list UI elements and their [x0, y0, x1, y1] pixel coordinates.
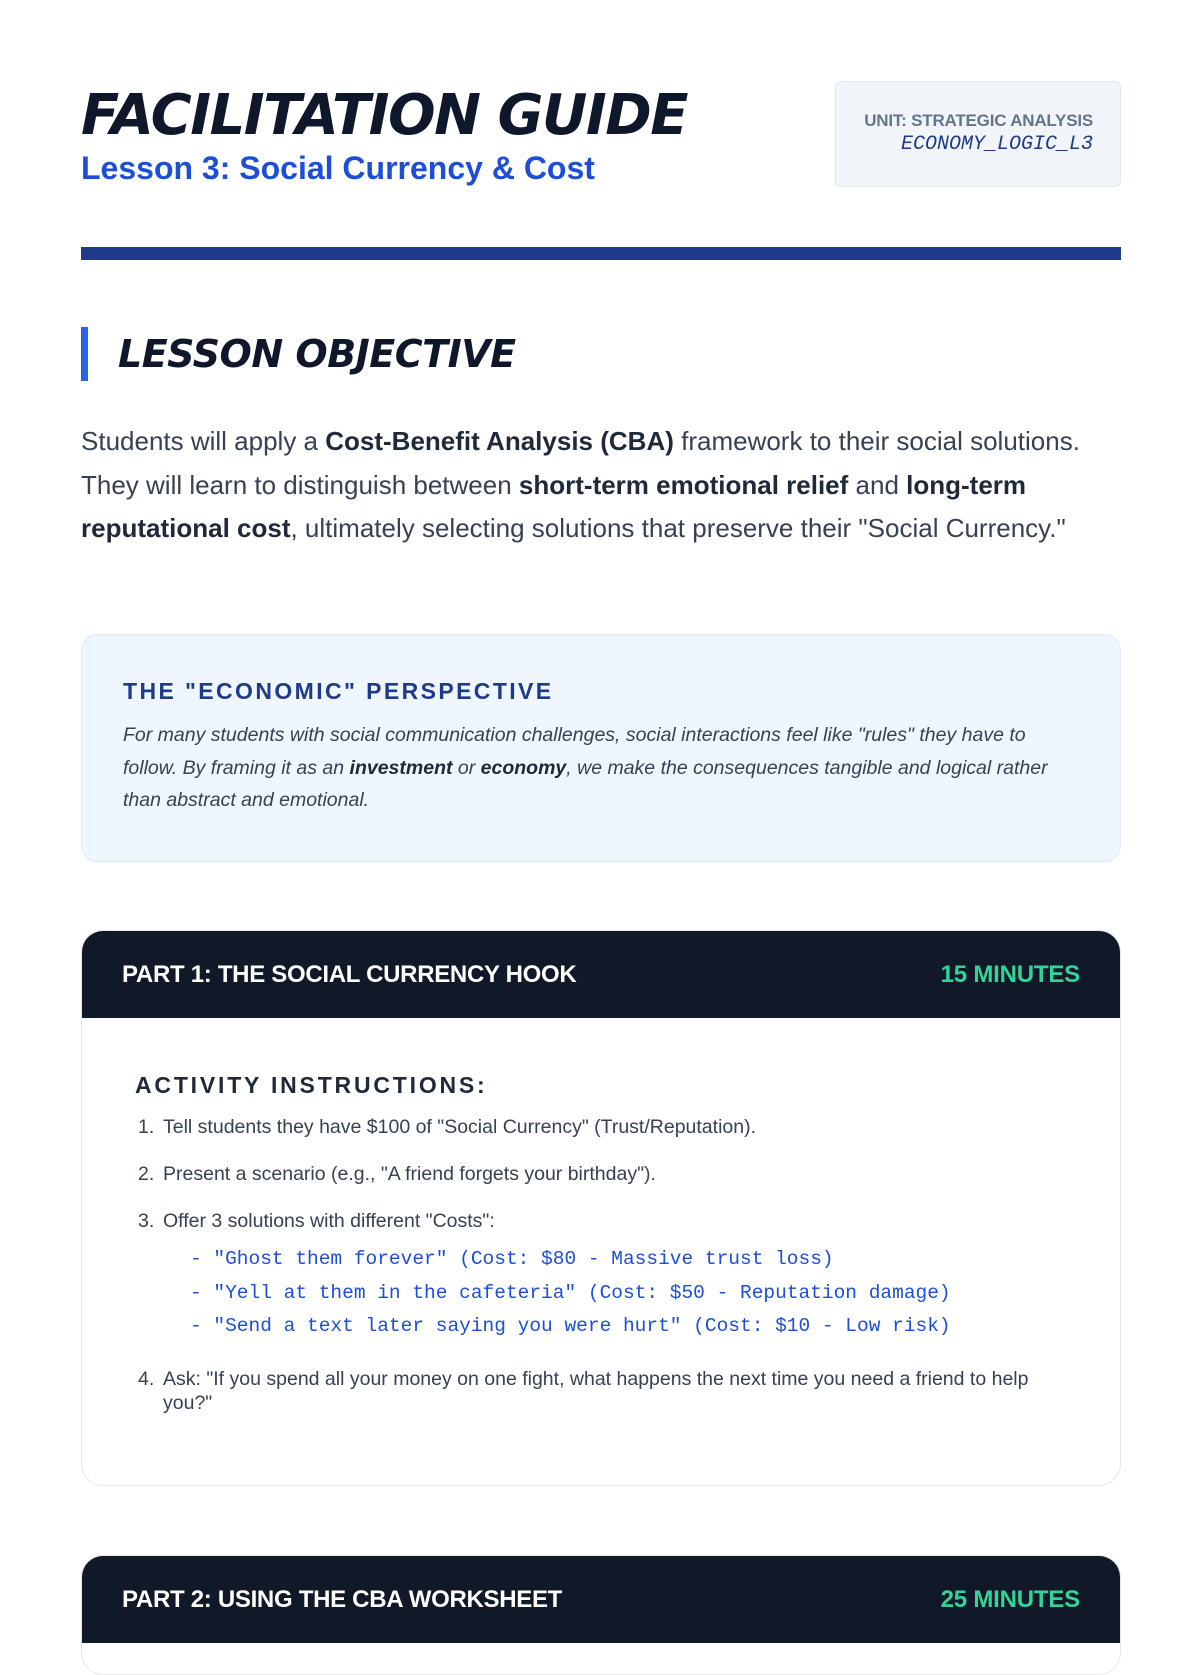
- objective-heading: [81, 327, 516, 381]
- cost-options-list: [163, 1243, 1080, 1344]
- part-2-duration: 25 MINUTES: [940, 1585, 1080, 1613]
- guide-header: [81, 80, 1121, 190]
- objective-text-segment: framework to their social solutions. They will learn to distinguish between: [81, 426, 1080, 500]
- objective-text-segment: Students will apply a: [81, 426, 326, 456]
- part-1-title: PART 1: THE SOCIAL CURRENCY HOOK: [122, 960, 577, 988]
- callout-text: [123, 719, 1080, 817]
- step-text: Ask: "If you spend all your money on one fight, what happens the next time you need a friend to help you?": [163, 1367, 1029, 1414]
- activity-instructions-heading: ACTIVITY INSTRUCTIONS:: [135, 1072, 488, 1098]
- part-1-body: [82, 1018, 1120, 1415]
- part-1-header: [82, 931, 1120, 1018]
- objective-emphasis-relief: short-term emotional relief: [518, 469, 849, 500]
- objective-emphasis-cost: long-term reputational cost: [81, 469, 1027, 543]
- part-2-title: PART 2: USING THE CBA WORKSHEET: [122, 1585, 563, 1613]
- step-text: Tell students they have $100 of "Social Currency" (Trust/Reputation).: [163, 1116, 756, 1138]
- activity-step: [135, 1115, 1080, 1139]
- callout-emphasis-investment: investment: [349, 756, 453, 779]
- step-text: Offer 3 solutions with different "Costs":: [163, 1210, 495, 1232]
- cost-option: - "Ghost them forever" (Cost: $80 - Massive trust loss): [190, 1248, 834, 1270]
- lesson-subtitle: Lesson 3: Social Currency & Cost: [81, 150, 595, 186]
- step-number: 3.: [138, 1210, 155, 1232]
- part-2-card: [81, 1555, 1121, 1675]
- cost-option: - "Yell at them in the cafeteria" (Cost: $50 - Reputation damage): [190, 1281, 951, 1304]
- header-divider: [81, 247, 1121, 260]
- step-number: 2.: [138, 1163, 155, 1185]
- part-1-card: [81, 930, 1121, 1486]
- step-number: 4.: [138, 1367, 155, 1390]
- unit-label: UNIT: STRATEGIC ANALYSIS: [864, 111, 1093, 130]
- objective-text-segment: , ultimately selecting solutions that preserve their "Social Currency.": [290, 513, 1066, 543]
- activity-step: [135, 1209, 1080, 1344]
- activity-step: [135, 1367, 1080, 1415]
- objective-emphasis-cba: Cost-Benefit Analysis (CBA): [325, 426, 674, 456]
- unit-code: ECONOMY_LOGIC_L3: [900, 133, 1093, 156]
- callout-title: THE "ECONOMIC" PERSPECTIVE: [123, 678, 554, 704]
- activity-step: [135, 1162, 1080, 1186]
- objective-heading-text: LESSON OBJECTIVE: [118, 332, 516, 376]
- objective-paragraph: [81, 420, 1121, 551]
- activity-steps-list: [135, 1115, 1080, 1415]
- step-number: 1.: [138, 1116, 155, 1138]
- callout-text-segment: For many students with social communication challenges, social interactions feel like "rules" they have to follow. By framing it as an: [123, 724, 1026, 779]
- callout-emphasis-economy: economy: [480, 756, 567, 779]
- objective-text-segment: and: [848, 469, 907, 500]
- unit-info-box: [835, 81, 1121, 187]
- part-1-duration: 15 MINUTES: [940, 960, 1080, 988]
- step-content: [163, 1209, 1080, 1344]
- step-text: Present a scenario (e.g., "A friend forgets your birthday").: [163, 1163, 656, 1185]
- cost-option: - "Send a text later saying you were hurt" (Cost: $10 - Low risk): [190, 1315, 951, 1337]
- callout-text-segment: , we make the consequences tangible and logical rather than abstract and emotional.: [123, 756, 1048, 811]
- callout-text-segment: or: [452, 756, 481, 779]
- document-title: FACILITATION GUIDE: [81, 83, 687, 148]
- economic-perspective-callout: [81, 634, 1121, 862]
